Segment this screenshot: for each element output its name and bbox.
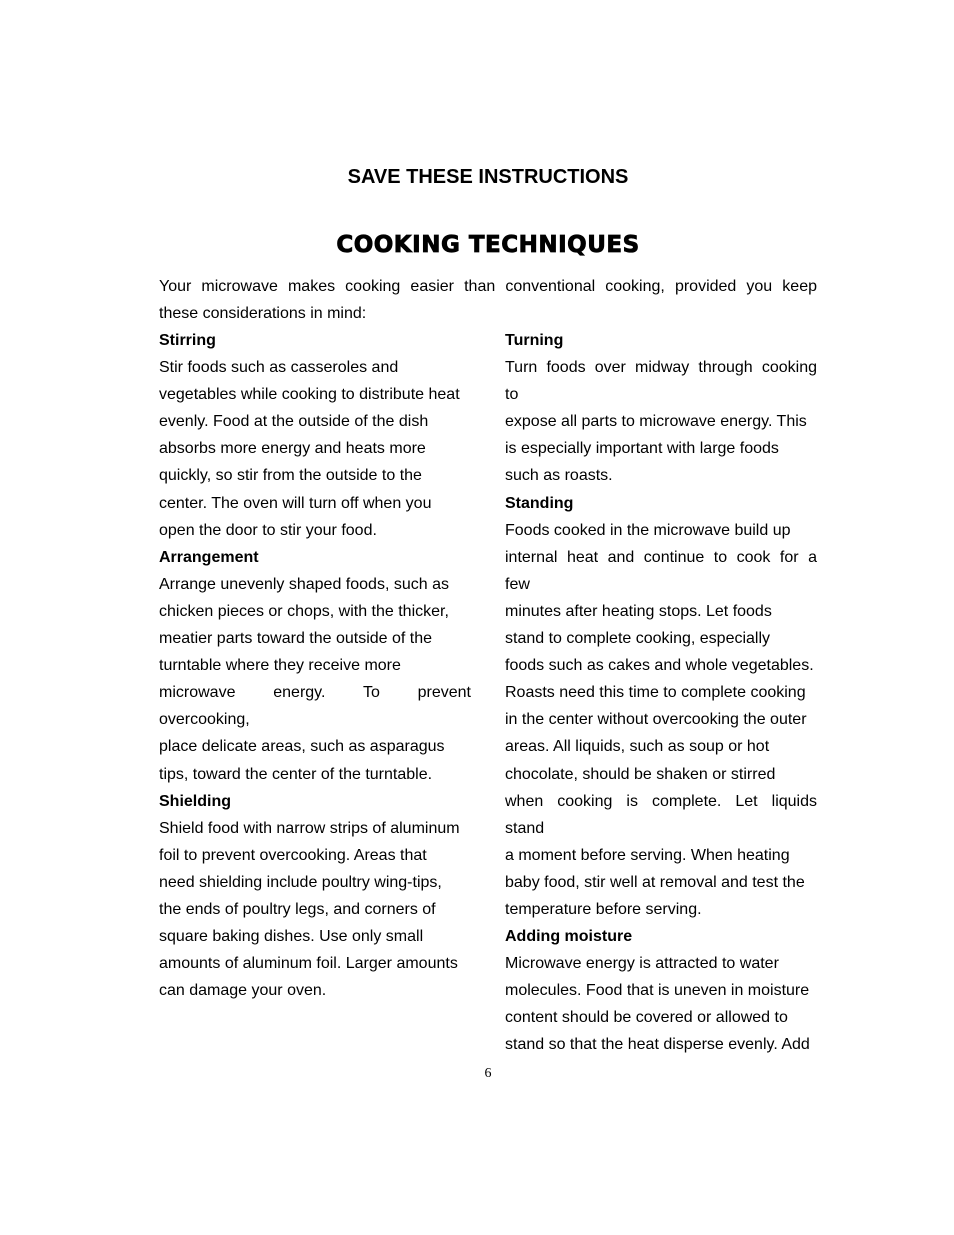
standing-line: Foods cooked in the microwave build up [505,521,791,539]
page-title: COOKING TECHNIQUES [336,232,640,258]
right-column [505,327,817,1059]
shielding-line: the ends of poultry legs, and corners of [159,900,436,918]
stirring-line: vegetables while cooking to distribute heat [159,386,460,404]
turning-line: expose all parts to microwave energy. This [505,413,807,431]
shielding-line: need shielding include poultry wing-tips, [159,873,442,891]
standing-line: temperature before serving. [505,900,702,918]
save-instructions-heading: SAVE THESE INSTRUCTIONS [347,166,629,188]
stirring-heading: Stirring [159,332,216,349]
standing-heading: Standing [505,494,574,512]
stirring-line: center. The oven will turn off when you [159,494,432,512]
moisture-line: stand so that the heat disperse evenly. Add [505,1036,810,1054]
standing-line: a moment before serving. When heating [505,846,790,864]
standing-line: in the center without overcooking the outer [505,711,807,729]
arrangement-line: chicken pieces or chops, with the thicker, [159,602,449,620]
standing-line: stand to complete cooking, especially [505,630,771,648]
turning-line: such as roasts. [505,467,613,485]
stirring-line: absorbs more energy and heats more [159,440,426,458]
standing-line: areas. All liquids, such as soup or hot [505,738,770,756]
intro-line: Your microwave makes cooking easier than conventional cooking, provided you keep [159,278,817,295]
adding-moisture-heading: Adding moisture [505,928,633,946]
standing-line: internal heat and continue to cook for a [505,548,817,566]
turning-line: to [505,386,519,404]
moisture-line: molecules. Food that is uneven in moisture [505,982,810,1000]
standing-line: few [505,575,530,593]
standing-line: stand [505,819,545,837]
shielding-heading: Shielding [159,792,231,810]
stirring-line: Stir foods such as casseroles and [159,359,399,377]
moisture-line: content should be covered or allowed to [505,1009,788,1027]
arrangement-line: turntable where they receive more [159,657,401,675]
stirring-line: quickly, so stir from the outside to the [159,467,422,485]
arrangement-heading: Arrangement [159,548,259,566]
turning-heading: Turning [505,332,564,349]
stirring-line: evenly. Food at the outside of the dish [159,413,429,431]
standing-line: Roasts need this time to complete cooking [505,684,806,702]
standing-line: baby food, stir well at removal and test the [505,873,805,891]
left-column [159,327,471,1004]
moisture-line: Microwave energy is attracted to water [505,955,779,973]
stirring-line: open the door to stir your food. [159,521,377,539]
standing-line: when cooking is complete. Let liquids [505,792,817,810]
arrangement-line: meatier parts toward the outside of the [159,630,433,648]
standing-line: minutes after heating stops. Let foods [505,602,772,620]
shielding-line: can damage your oven. [159,982,327,1000]
intro-paragraph [159,273,817,327]
standing-line: foods such as cakes and whole vegetables. [505,657,814,675]
intro-line: these considerations in mind: [159,305,367,322]
arrangement-line: overcooking, [159,711,250,729]
turning-line: is especially important with large foods [505,440,779,458]
shielding-line: foil to prevent overcooking. Areas that [159,846,427,864]
arrangement-line: tips, toward the center of the turntable. [159,765,433,783]
turning-line: Turn foods over midway through cooking [505,359,817,377]
shielding-line: amounts of aluminum foil. Larger amounts [159,955,458,973]
arrangement-line: microwave energy. To prevent [159,684,471,702]
shielding-line: Shield food with narrow strips of aluminum [159,819,460,837]
standing-line: chocolate, should be shaken or stirred [505,765,776,783]
page-number: 6 [484,1066,492,1081]
shielding-line: square baking dishes. Use only small [159,928,424,946]
arrangement-line: Arrange unevenly shaped foods, such as [159,575,449,593]
arrangement-line: place delicate areas, such as asparagus [159,738,445,756]
